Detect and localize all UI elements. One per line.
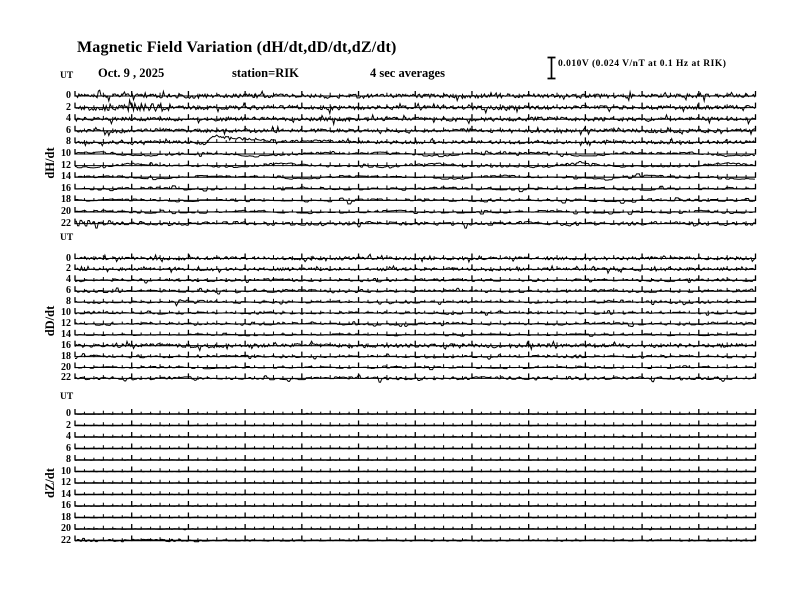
row-hour-label: 16: [61, 500, 71, 511]
row-hour-label: 10: [61, 148, 71, 159]
row-hour-label: 12: [61, 159, 71, 171]
row-hour-label: 6: [66, 442, 71, 454]
row-hour-label: 2: [66, 263, 71, 275]
row-hour-label: 18: [61, 350, 71, 362]
row-hour-label: 12: [61, 317, 71, 329]
date-label: Oct. 9 , 2025: [98, 66, 165, 80]
ut-label-dddt: UT: [60, 233, 74, 243]
row-hour-label: 14: [61, 171, 71, 183]
row-hour-label: 6: [66, 285, 71, 297]
row-hour-label: 0: [66, 252, 71, 264]
averaging-label: 4 sec averages: [370, 66, 445, 80]
row-hour-label: 16: [61, 182, 71, 194]
row-hour-label: 4: [66, 113, 71, 125]
row-hour-label: 4: [66, 431, 71, 442]
row-hour-label: 6: [66, 124, 71, 136]
row-hour-label: 22: [61, 372, 71, 384]
ut-label-dhdt: UT: [60, 71, 74, 81]
station-label: station=RIK: [232, 66, 299, 80]
y-axis-label-dddt: dD/dt: [43, 305, 57, 337]
row-hour-label: 22: [61, 534, 71, 546]
row-hour-label: 18: [61, 194, 71, 206]
y-axis-label-dzdt: dZ/dt: [43, 468, 57, 498]
row-hour-label: 8: [66, 454, 71, 465]
row-hour-label: 2: [66, 101, 71, 113]
row-hour-label: 20: [61, 206, 71, 217]
row-hour-label: 14: [61, 328, 71, 340]
ut-label-dzdt: UT: [60, 392, 74, 402]
row-hour-label: 0: [66, 408, 71, 419]
row-hour-label: 20: [61, 361, 71, 373]
row-hour-label: 10: [61, 465, 71, 477]
row-hour-label: 18: [61, 511, 71, 523]
y-axis-label-dhdt: dH/dt: [43, 147, 57, 179]
row-hour-label: 8: [66, 296, 71, 308]
row-hour-label: 22: [61, 217, 71, 229]
row-hour-label: 12: [61, 477, 71, 488]
row-hour-label: 8: [66, 136, 71, 148]
scale-bar-label: 0.010V (0.024 V/nT at 0.1 Hz at RIK): [558, 59, 727, 69]
row-hour-label: 10: [61, 307, 71, 318]
row-hour-label: 0: [66, 90, 71, 101]
row-hour-label: 2: [66, 419, 71, 431]
row-hour-label: 14: [61, 488, 71, 500]
row-hour-label: 20: [61, 523, 71, 534]
row-hour-label: 4: [66, 274, 71, 286]
row-hour-label: 16: [61, 339, 71, 351]
scale-bar-icon: [546, 56, 558, 80]
chart-title: Magnetic Field Variation (dH/dt,dD/dt,dZ/dt): [77, 39, 397, 56]
